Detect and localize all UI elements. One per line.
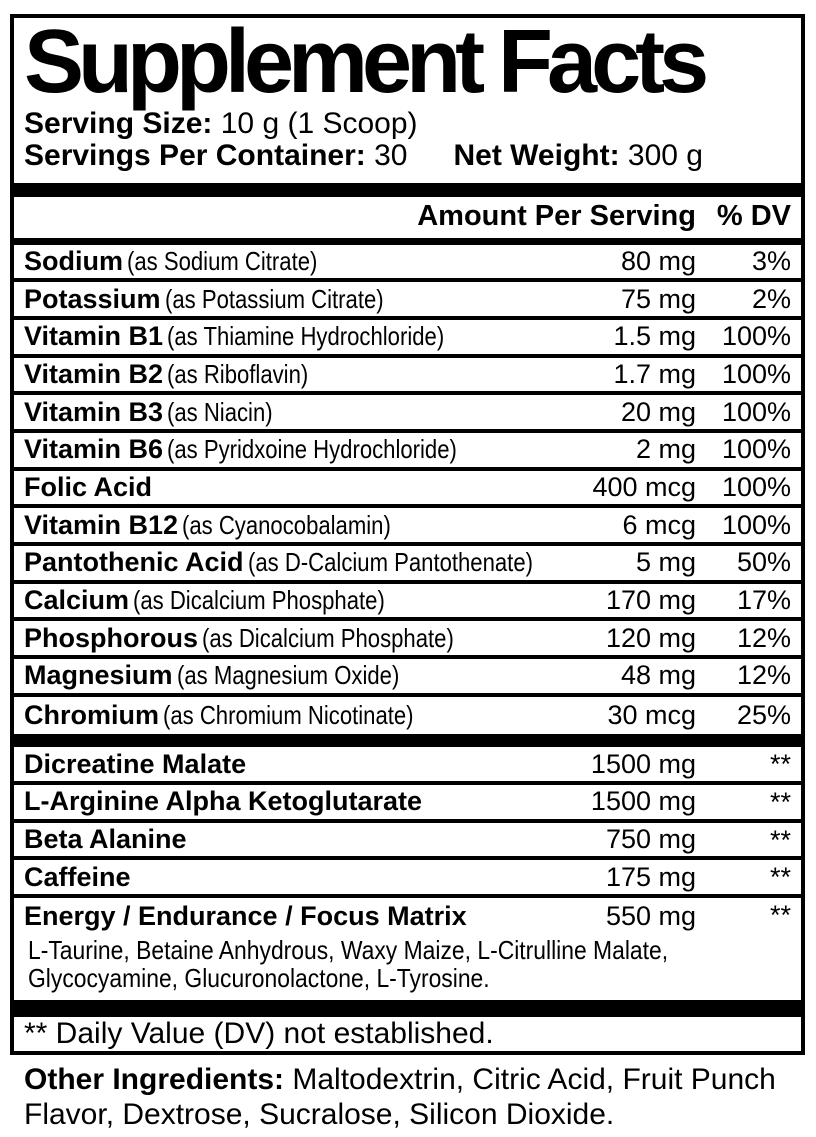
ingredient-dv: 2% <box>751 283 791 314</box>
serving-size-line <box>14 108 801 140</box>
serving-size-value: 10 g (1 Scoop) <box>220 107 418 140</box>
ingredient-dv: 17% <box>736 585 791 616</box>
table-row-energy-matrix <box>14 898 801 934</box>
servings-per-container <box>24 140 407 172</box>
ingredient-amount: 400 mcg <box>592 472 696 503</box>
serving-size-label: Serving Size: <box>24 107 221 140</box>
table-row-pantothenic-acid <box>14 546 801 584</box>
bottom-section-divider-bar <box>14 1000 801 1017</box>
table-row-vitamin-b3 <box>14 395 801 433</box>
ingredient-name: Sodium <box>24 245 123 276</box>
ingredient-name: Vitamin B2 <box>24 359 164 389</box>
panel-title: Supplement Facts <box>24 14 704 112</box>
ingredient-name: L-Arginine Alpha Ketoglutarate <box>24 786 423 817</box>
ingredient-source: (as Pyridxoine Hydrochloride) <box>167 434 457 465</box>
ingredient-name: Beta Alanine <box>24 824 187 855</box>
dv-footnote: ** Daily Value (DV) not established. <box>24 1017 494 1051</box>
table-row-chromium <box>14 697 801 735</box>
ingredient-dv: 3% <box>751 245 791 276</box>
ingredient-amount: 1500 mg <box>590 786 696 817</box>
top-section-divider-bar <box>14 183 801 197</box>
energy-matrix-block <box>14 898 801 1000</box>
ingredient-amount: 5 mg <box>635 547 696 578</box>
ingredient-name: Chromium <box>24 700 159 731</box>
ingredient-amount: 30 mcg <box>607 700 696 731</box>
ingredient-dv: 50% <box>736 547 791 578</box>
ingredient-source: (as Potassium Citrate) <box>164 283 384 314</box>
servings-label: Servings Per Container: <box>24 139 375 172</box>
ingredient-amount: 2 mg <box>635 434 696 465</box>
other-ingredients-line1: Maltodextrin, Citric Acid, Fruit Punch <box>292 1063 776 1096</box>
matrix-subline-1: L-Taurine, Betaine Anhydrous, Waxy Maize, L-Citrulline Malate, <box>28 935 669 966</box>
ingredient-source: (as Magnesium Oxide) <box>176 660 399 691</box>
ingredient-source: (as Thiamine Hydrochloride) <box>167 321 445 352</box>
supplement-facts-panel <box>10 14 805 1055</box>
table-row-beta-alanine <box>14 823 801 861</box>
ingredient-source: (as Dicalcium Phosphate) <box>133 585 385 616</box>
table-row-arginine-akg <box>14 785 801 823</box>
other-ingredients-line2: Flavor, Dextrose, Sucralose, Silicon Dioxide. <box>24 1098 615 1131</box>
other-ingredients <box>24 1062 794 1132</box>
ingredient-dv: 100% <box>721 396 791 427</box>
ingredient-dv: 100% <box>721 321 791 352</box>
ingredient-source: (as Riboflavin) <box>167 359 309 389</box>
table-row-vitamin-b2 <box>14 358 801 396</box>
ingredient-dv: 12% <box>736 660 791 691</box>
table-row-calcium <box>14 584 801 622</box>
matrix-subline-2: Glycocyamine, Glucuronolactone, L-Tyrosine. <box>28 963 490 994</box>
ingredient-name: Vitamin B1 <box>24 321 164 352</box>
column-header-row <box>14 197 801 238</box>
table-row-vitamin-b6 <box>14 433 801 471</box>
table-row-sodium <box>14 245 801 283</box>
ingredient-amount: 175 mg <box>605 861 696 892</box>
ingredient-amount: 1.5 mg <box>613 321 696 352</box>
ingredient-amount: 6 mcg <box>622 509 696 540</box>
ingredient-name: Potassium <box>24 283 161 314</box>
ingredient-amount: 120 mg <box>605 622 696 653</box>
ingredient-name: Vitamin B6 <box>24 434 164 465</box>
percent-dv-header: % DV <box>716 199 791 232</box>
ingredient-amount: 80 mg <box>620 245 696 276</box>
ingredient-amount: 1.7 mg <box>613 359 696 389</box>
ingredient-dv: 100% <box>721 434 791 465</box>
ingredient-name: Folic Acid <box>24 472 153 503</box>
table-row-caffeine <box>14 860 801 898</box>
ingredient-amount: 20 mg <box>620 396 696 427</box>
ingredient-dv: 100% <box>721 472 791 503</box>
ingredient-dv: 25% <box>736 700 791 731</box>
table-row-folic-acid <box>14 471 801 509</box>
ingredient-name: Energy / Endurance / Focus Matrix <box>24 900 467 931</box>
mid-section-divider-bar <box>14 734 801 747</box>
ingredient-dv: ** <box>769 862 791 893</box>
ingredient-dv: ** <box>769 749 791 780</box>
header-divider-bar <box>14 238 801 245</box>
table-row-vitamin-b1 <box>14 320 801 358</box>
ingredient-name: Vitamin B3 <box>24 396 164 427</box>
ingredient-amount: 750 mg <box>605 824 696 855</box>
ingredient-source: (as Cyanocobalamin) <box>182 509 391 540</box>
ingredient-source: (as Sodium Citrate) <box>127 245 318 276</box>
servings-per-container-line <box>14 140 801 172</box>
ingredient-dv: 100% <box>721 509 791 540</box>
ingredient-amount: 75 mg <box>620 283 696 314</box>
ingredient-name: Phosphorous <box>24 622 198 653</box>
matrix-sub-ingredients <box>14 934 801 1000</box>
ingredient-source: (as Chromium Nicotinate) <box>163 700 414 731</box>
amount-per-serving-header: Amount Per Serving <box>417 199 696 232</box>
servings-value: 30 <box>374 139 408 172</box>
ingredient-dv: ** <box>769 824 791 855</box>
ingredient-amount: 550 mg <box>605 900 696 931</box>
net-weight-value: 300 g <box>627 139 703 172</box>
ingredient-dv: 100% <box>721 359 791 389</box>
ingredient-name: Calcium <box>24 585 130 616</box>
ingredient-source: (as Dicalcium Phosphate) <box>202 622 454 653</box>
ingredient-dv: ** <box>769 900 791 931</box>
table-row-potassium <box>14 282 801 320</box>
ingredient-source: (as D-Calcium Pantothenate) <box>247 547 533 578</box>
table-row-phosphorous <box>14 621 801 659</box>
ingredient-name: Caffeine <box>24 861 131 892</box>
table-row-vitamin-b12 <box>14 508 801 546</box>
ingredient-amount: 1500 mg <box>590 748 696 779</box>
ingredient-name: Dicreatine Malate <box>24 748 247 779</box>
ingredient-source: (as Niacin) <box>167 396 273 427</box>
net-weight <box>453 140 703 172</box>
other-ingredients-label: Other Ingredients: <box>24 1063 293 1096</box>
ingredient-dv: ** <box>769 787 791 818</box>
ingredient-amount: 48 mg <box>620 660 696 691</box>
table-row-dicreatine-malate <box>14 747 801 785</box>
ingredient-name: Pantothenic Acid <box>24 547 244 578</box>
ingredient-dv: 12% <box>736 622 791 653</box>
ingredient-name: Vitamin B12 <box>24 509 179 540</box>
table-row-magnesium <box>14 659 801 697</box>
net-weight-label: Net Weight: <box>453 139 628 172</box>
ingredient-name: Magnesium <box>24 660 173 691</box>
ingredient-amount: 170 mg <box>605 585 696 616</box>
